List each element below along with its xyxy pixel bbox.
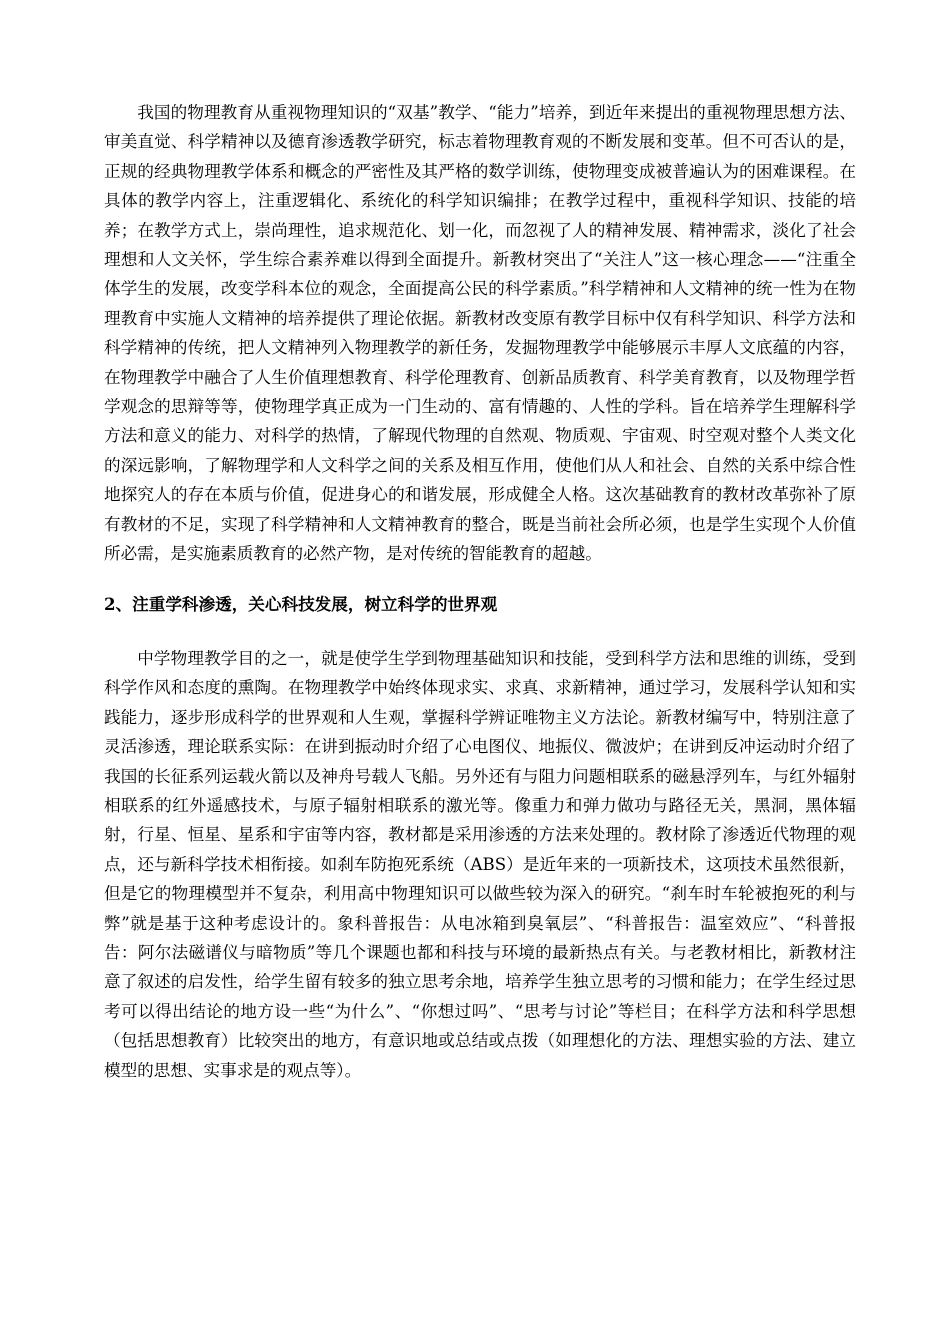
body-paragraph-1: 我国的物理教育从重视物理知识的“双基”教学、“能力”培养，到近年来提出的重视物理思想方法、审美直觉、科学精神以及德育渗透教学研究，标志着物理教育观的不断发展和变革。但不可否认的是，正规的经典物理教学体系和概念的严密性及其严格的数学训练，使物理变成被普遍认为的困难课程。在具体的教学内容上，注重逻辑化、系统化的科学知识编排；在教学过程中，重视科学知识、技能的培养；在教学方式上，崇尚理性，追求规范化、划一化，而忽视了人的精神发展、精神需求，淡化了社会理想和人文关怀，学生综合素养难以得到全面提升。新教材突出了“关注人”这一核心理念——“注重全体学生的发展，改变学科本位的观念，全面提高公民的科学素质。”科学精神和人文精神的统一性为在物理教育中实施人文精神的培养提供了理论依据。新教材改变原有教学目标中仅有科学知识、科学方法和科学精神的传统，把人文精神列入物理教学的新任务，发掘物理教学中能够展示丰厚人文底蕴的内容，在物理教学中融合了人生价值理想教育、科学伦理教育、创新品质教育、科学美育教育，以及物理学哲学观念的思辩等等，使物理学真正成为一门生动的、富有情趣的、人性的学科。旨在培养学生理解科学方法和意义的能力、对科学的热情，了解现代物理的自然观、物质观、宇宙观、时空观对整个人类文化的深远影响，了解物理学和人文科学之间的关系及相互作用，使他们从人和社会、自然的关系中综合性地探究人的存在本质与价值，促进身心的和谐发展，形成健全人格。这次基础教育的教材改革弥补了原有教材的不足，实现了科学精神和人文精神教育的整合，既是当前社会所必须，也是学生实现个人价值所必需，是实施素质教育的必然产物，是对传统的智能教育的超越。 — [104, 103, 856, 564]
section-heading-2: 2、注重学科渗透，关心科技发展，树立科学的世界观 — [104, 593, 498, 614]
body-paragraph-2: 中学物理教学目的之一，就是使学生学到物理基础知识和技能，受到科学方法和思维的训练，受到科学作风和态度的熏陶。在物理教学中始终体现求实、求真、求新精神，通过学习，发展科学认知和实践能力，逐步形成科学的世界观和人生观，掌握科学辨证唯物主义方法论。新教材编写中，特别注意了灵活渗透，理论联系实际：在讲到振动时介绍了心电图仪、地振仪、微波炉；在讲到反冲运动时介绍了我国的长征系列运载火箭以及神舟号载人飞船。另外还有与阻力问题相联系的磁悬浮列车，与红外辐射相联系的红外遥感技术，与原子辐射相联系的激光等。像重力和弹力做功与路径无关，黑洞，黑体辐射，行星、恒星、星系和宇宙等内容，教材都是采用渗透的方法来处理的。教材除了渗透近代物理的观点，还与新科学技术相衔接。如刹车防抱死系统（ABS）是近年来的一项新技术，这项技术虽然很新，但是它的物理模型并不复杂，利用高中物理知识可以做些较为深入的研究。“刹车时车轮被抱死的利与弊”就是基于这种考虑设计的。象科普报告：从电冰箱到臭氧层”、“科普报告：温室效应”、“科普报告：阿尔法磁谱仪与暗物质”等几个课题也都和科技与环境的最新热点有关。与老教材相比，新教材注意了叙述的启发性，给学生留有较多的独立思考余地，培养学生独立思考的习惯和能力；在学生经过思考可以得出结论的地方设一些“为什么”、“你想过吗”、“思考与讨论”等栏目；在科学方法和科学思想（包括思想教育）比较突出的地方，有意识地或总结或点拨（如理想化的方法、理想实验的方法、建立模型的思想、实事求是的观点等）。 — [104, 648, 856, 1080]
document-page — [104, 98, 856, 1085]
